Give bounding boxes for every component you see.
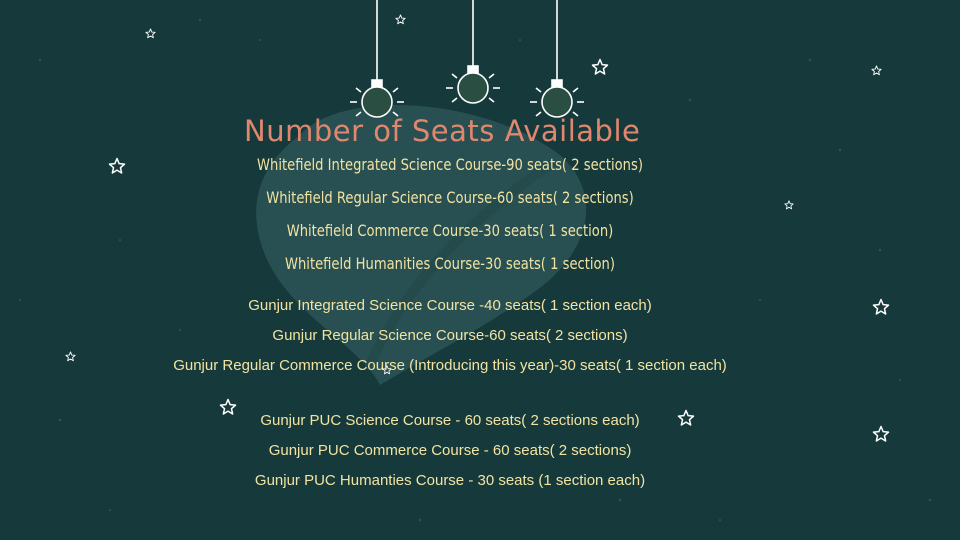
list-item: Gunjur PUC Science Course - 60 seats( 2 sections each)	[260, 412, 640, 429]
star-icon	[395, 14, 406, 25]
light-bulb-icon	[446, 0, 500, 103]
light-bulbs	[340, 0, 600, 130]
list-item: Gunjur Integrated Science Course -40 seats( 1 section each)	[248, 297, 652, 314]
list-item: Gunjur PUC Humanties Course - 30 seats (1 section each)	[254, 472, 646, 489]
list-item: Whitefield Regular Science Course-60 seats( 2 sections)	[266, 188, 634, 207]
list-item: Gunjur Regular Commerce Course (Introducing this year)-30 seats( 1 section each)	[173, 357, 727, 374]
light-bulb-icon	[530, 0, 584, 117]
star-icon	[591, 58, 609, 76]
list-item: Whitefield Commerce Course-30 seats( 1 section)	[286, 221, 614, 240]
list-item: Whitefield Integrated Science Course-90 seats( 2 sections)	[257, 155, 643, 174]
star-icon	[871, 65, 882, 76]
list-item: Gunjur Regular Science Course-60 seats( 2 sections)	[272, 327, 628, 344]
list-item: Gunjur PUC Commerce Course - 60 seats( 2 sections)	[268, 442, 632, 459]
star-icon	[145, 28, 156, 39]
slide-title: Number of Seats Available	[244, 114, 641, 148]
list-item: Whitefield Humanities Course-30 seats( 1 section)	[285, 254, 615, 273]
